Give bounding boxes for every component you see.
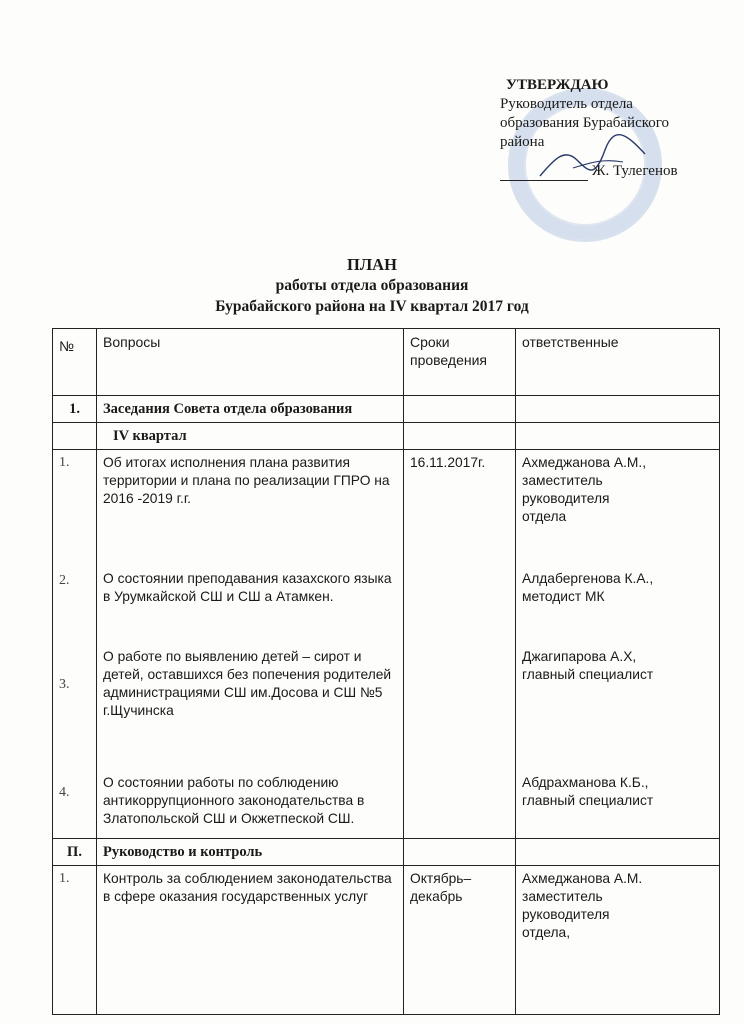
section-num: П.: [53, 839, 97, 866]
responsible-1: [522, 454, 713, 570]
section-num: 1.: [53, 396, 97, 423]
approval-block: [500, 76, 730, 181]
title-plan: ПЛАН: [347, 255, 397, 274]
responsible-role: руководителя: [522, 491, 610, 506]
section-row-2: [53, 839, 720, 866]
section-row-1: [53, 396, 720, 423]
section-date: 16.11.2017г.: [404, 450, 516, 839]
responsible-name: Абдрахманова К.Б.,: [522, 775, 649, 790]
responsible-role: отдела,: [522, 925, 571, 940]
approval-heading: УТВЕРЖДАЮ: [506, 77, 609, 93]
approval-line-1: Руководитель отдела: [500, 96, 633, 112]
question-1: Об итогах исполнения плана развития территории и плана по реализации ГПРО на 2016 -2019 г.г.: [103, 455, 390, 506]
signer-name: Ж. Тулегенов: [592, 163, 678, 179]
signature-row: [500, 162, 730, 181]
item-num: 3.: [59, 677, 70, 692]
header-num: №: [53, 329, 97, 396]
responsible-name: Джагипарова А.Х,: [522, 649, 637, 664]
item-questions: [97, 450, 404, 839]
item-num: 1.: [53, 866, 97, 1015]
section-title: Заседания Совета отдела образования: [97, 396, 404, 423]
header-questions: Вопросы: [97, 329, 404, 396]
plan-table: [52, 328, 720, 1015]
responsible-3: [522, 648, 713, 774]
responsible-role: руководителя: [522, 907, 610, 922]
title-line-3: Бурабайского района на IV квартал 2017 год: [215, 298, 529, 315]
header-deadline-line-1: Сроки: [410, 334, 450, 350]
approval-line-2: образования Бурабайского: [500, 115, 670, 131]
responsible-4: [522, 774, 713, 834]
responsible-role: главный специалист: [522, 793, 654, 808]
header-deadline-line-2: проведения: [410, 352, 487, 368]
responsible-2: [522, 570, 713, 648]
responsible-name: Ахмеджанова А.М.: [522, 871, 643, 886]
responsible-role: методист МК: [522, 589, 605, 604]
responsible-name: Алдабергенова К.А.,: [522, 571, 654, 586]
item-num: 4.: [59, 785, 70, 800]
question-3: О работе по выявлению детей – сирот и детей, оставшихся без попечения родителей администрациями СШ им.Досова и СШ №5 г.Щучинска: [103, 649, 392, 718]
signature-line: [500, 168, 588, 181]
header-deadline: [404, 329, 516, 396]
quarter-row: [53, 423, 720, 450]
responsible-role: главный специалист: [522, 667, 654, 682]
title-line-2: работы отдела образования: [275, 277, 469, 294]
section-title: Руководство и контроль: [97, 839, 404, 866]
responsible-role: заместитель: [522, 889, 603, 904]
responsible-role: заместитель: [522, 473, 603, 488]
item-numbers: [53, 450, 97, 839]
document-title: [0, 254, 744, 317]
question-2: О состоянии преподавания казахского языка в Урумкайской СШ и СШ а Атамкен.: [103, 571, 392, 604]
responsible-name: Ахмеджанова А.М.,: [522, 455, 647, 470]
responsible: [516, 866, 720, 1015]
question: Контроль за соблюдением законодательства в сфере оказания государственных услуг: [97, 866, 404, 1015]
responsible-role: отдела: [522, 509, 567, 524]
item-responsible: [516, 450, 720, 839]
item-num: 1.: [59, 455, 70, 470]
table-header-row: [53, 329, 720, 396]
item-num: 2.: [59, 573, 70, 588]
table-row: [53, 866, 720, 1015]
approval-line-3: района: [500, 134, 545, 150]
header-responsible: ответственные: [516, 329, 720, 396]
deadline: Октябрь– декабрь: [404, 866, 516, 1015]
table-row: [53, 450, 720, 839]
quarter-label: IV квартал: [97, 423, 404, 450]
question-4: О состоянии работы по соблюдению антикоррупционного законодательства в Златопольской СШ и Окжетпеской СШ.: [103, 775, 365, 826]
